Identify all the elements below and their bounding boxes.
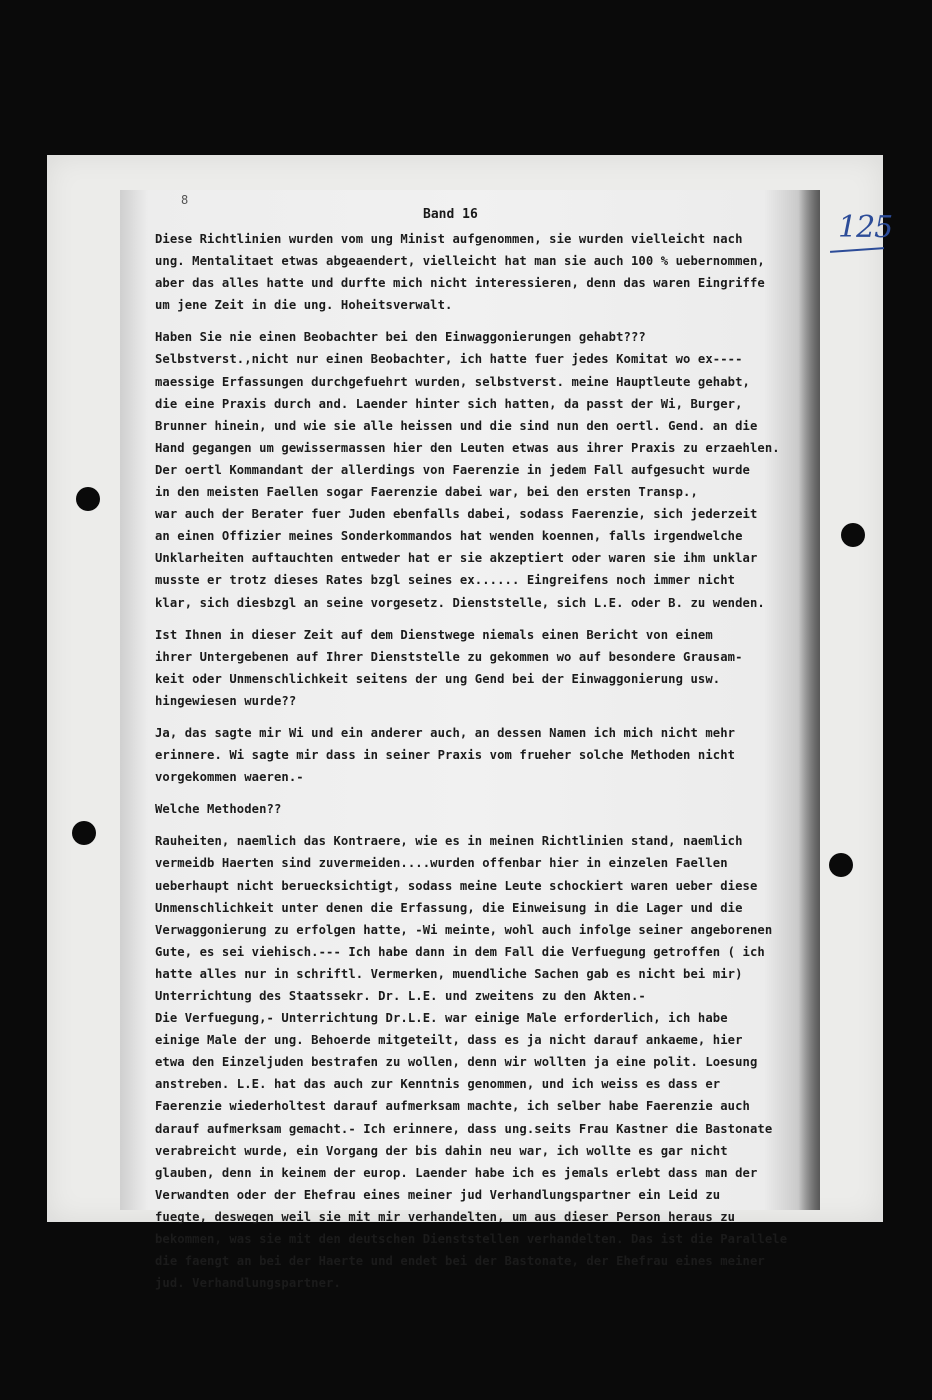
paragraph-gap: [155, 820, 815, 830]
text-line: Gute, es sei viehisch.--- Ich habe dann in dem Fall die Verfuegung getroffen ( ich: [155, 944, 765, 959]
text-line: glauben, denn in keinem der europ. Laender habe ich es jemals erlebt dass man der: [155, 1165, 758, 1180]
text-line: die eine Praxis durch and. Laender hinter sich hatten, da passt der Wi, Burger,: [155, 396, 743, 411]
text-line: erinnere. Wi sagte mir dass in seiner Praxis vom frueher solche Methoden nicht: [155, 748, 736, 763]
text-line: Ist Ihnen in dieser Zeit auf dem Dienstwege niemals einen Bericht von einem: [155, 627, 713, 642]
punch-hole-left-bottom: [72, 821, 96, 845]
text-line: Faerenzie wiederholtest darauf aufmerksam machte, ich selber habe Faerenzie auch: [155, 1099, 750, 1114]
punch-hole-left-top: [76, 487, 100, 511]
text-line: maessige Erfassungen durchgefuehrt wurden, selbstverst. meine Hauptleute gehabt,: [155, 374, 750, 389]
text-line: keit oder Unmenschlichkeit seitens der ung Gend bei der Einwaggonierung usw.: [155, 671, 721, 686]
text-line: in den meisten Faellen sogar Faerenzie dabei war, bei den ersten Transp.,: [155, 485, 698, 500]
text-line: Verwandten oder der Ehefrau eines meiner jud Verhandlungspartner ein Leid zu: [155, 1187, 721, 1202]
text-line: musste er trotz dieses Rates bzgl seines ex...... Eingreifens noch immer nicht: [155, 573, 736, 588]
text-line: Hand gegangen um gewissermassen hier den Leuten etwas aus ihrer Praxis zu erzaehlen.: [155, 440, 780, 455]
text-line: Verwaggonierung zu erfolgen hatte, -Wi meinte, wohl auch infolge seiner angeborenen: [155, 922, 773, 937]
page-number: 8: [181, 193, 189, 207]
text-line: aber das alles hatte und durfte mich nicht interessieren, denn das waren Eingriffe: [155, 276, 765, 291]
punch-hole-right-top: [841, 523, 865, 547]
text-line: die faengt an bei der Haerte und endet bei der Bastonate, der Ehefrau eines meiner: [155, 1254, 765, 1269]
paragraph-gap: [155, 788, 815, 798]
text-line: hingewiesen wurde??: [155, 693, 297, 708]
text-line: ung. Mentalitaet etwas abgeaendert, vielleicht hat man sie auch 100 % uebernommen,: [155, 254, 765, 269]
paragraph: [155, 326, 815, 613]
text-line: ihrer Untergebenen auf Ihrer Dienststelle zu gekommen wo auf besondere Grausam-: [155, 649, 743, 664]
text-line: Selbstverst.,nicht nur einen Beobachter, ich hatte fuer jedes Komitat wo ex----: [155, 352, 743, 367]
punch-hole-right-bottom: [829, 853, 853, 877]
text-line: fuegte, deswegen weil sie mit mir verhandelten, um aus dieser Person heraus zu: [155, 1209, 736, 1224]
paragraph: [155, 798, 815, 820]
text-line: klar, sich diesbzgl an seine vorgesetz. Dienststelle, sich L.E. oder B. zu wenden.: [155, 595, 765, 610]
text-line: Ja, das sagte mir Wi und ein anderer auch, an dessen Namen ich mich nicht mehr: [155, 725, 736, 740]
text-line: etwa den Einzeljuden bestrafen zu wollen, denn wir wollten ja eine polit. Loesung: [155, 1055, 758, 1070]
text-line: ueberhaupt nicht beruecksichtigt, sodass meine Leute schockiert waren ueber diese: [155, 878, 758, 893]
paragraph: [155, 228, 815, 316]
text-line: Brunner hinein, und wie sie alle heissen und die sind nun den oertl. Gend. an die: [155, 418, 758, 433]
text-line: jud. Verhandlungspartner.: [155, 1276, 341, 1291]
text-line: Der oertl Kommandant der allerdings von Faerenzie in jedem Fall aufgesucht wurde: [155, 462, 750, 477]
text-line: anstreben. L.E. hat das auch zur Kenntnis genommen, und ich weiss es dass er: [155, 1077, 721, 1092]
text-line: Welche Methoden??: [155, 802, 282, 817]
text-line: Die Verfuegung,- Unterrichtung Dr.L.E. war einige Male erforderlich, ich habe: [155, 1011, 728, 1026]
text-line: Unmenschlichkeit unter denen die Erfassung, die Einweisung in die Lager und die: [155, 900, 743, 915]
text-line: an einen Offizier meines Sonderkommandos hat wenden koennen, falls irgendwelche: [155, 529, 743, 544]
text-line: Haben Sie nie einen Beobachter bei den Einwaggonierungen gehabt???: [155, 330, 646, 345]
paragraph: [155, 624, 815, 712]
document-body: [155, 228, 815, 1294]
paragraph-gap: [155, 614, 815, 624]
paragraph: [155, 722, 815, 788]
text-line: um jene Zeit in die ung. Hoheitsverwalt.: [155, 298, 453, 313]
paragraph: [155, 830, 815, 1294]
text-line: war auch der Berater fuer Juden ebenfalls dabei, sodass Faerenzie, sich jederzeit: [155, 507, 758, 522]
page-header: Band 16: [423, 207, 478, 222]
text-line: verabreicht wurde, ein Vorgang der bis dahin neu war, ich wollte es gar nicht: [155, 1143, 728, 1158]
text-line: darauf aufmerksam gemacht.- Ich erinnere, dass ung.seits Frau Kastner die Bastonate: [155, 1121, 773, 1136]
text-line: Rauheiten, naemlich das Kontraere, wie es in meinen Richtlinien stand, naemlich: [155, 834, 743, 849]
paragraph-gap: [155, 316, 815, 326]
text-line: Diese Richtlinien wurden vom ung Minist aufgenommen, sie wurden vielleicht nach: [155, 232, 743, 246]
text-line: bekommen, was sie mit den deutschen Dienststellen verhandelten. Das ist die Parallele: [155, 1232, 788, 1247]
text-line: Unklarheiten auftauchten entweder hat er sie akzeptiert oder waren sie ihm unklar: [155, 551, 758, 566]
text-line: vermeidb Haerten sind zuvermeiden....wurden offenbar hier in einzelen Faellen: [155, 856, 728, 871]
paragraph-gap: [155, 712, 815, 722]
text-line: hatte alles nur in schriftl. Vermerken, muendliche Sachen gab es nicht bei mir): [155, 966, 743, 981]
text-line: einige Male der ung. Behoerde mitgeteilt, dass es ja nicht darauf ankaeme, hier: [155, 1033, 743, 1048]
text-line: vorgekommen waeren.-: [155, 770, 304, 785]
text-line: Unterrichtung des Staatssekr. Dr. L.E. und zweitens zu den Akten.-: [155, 989, 646, 1003]
handwritten-folio-number: 125: [838, 210, 893, 245]
